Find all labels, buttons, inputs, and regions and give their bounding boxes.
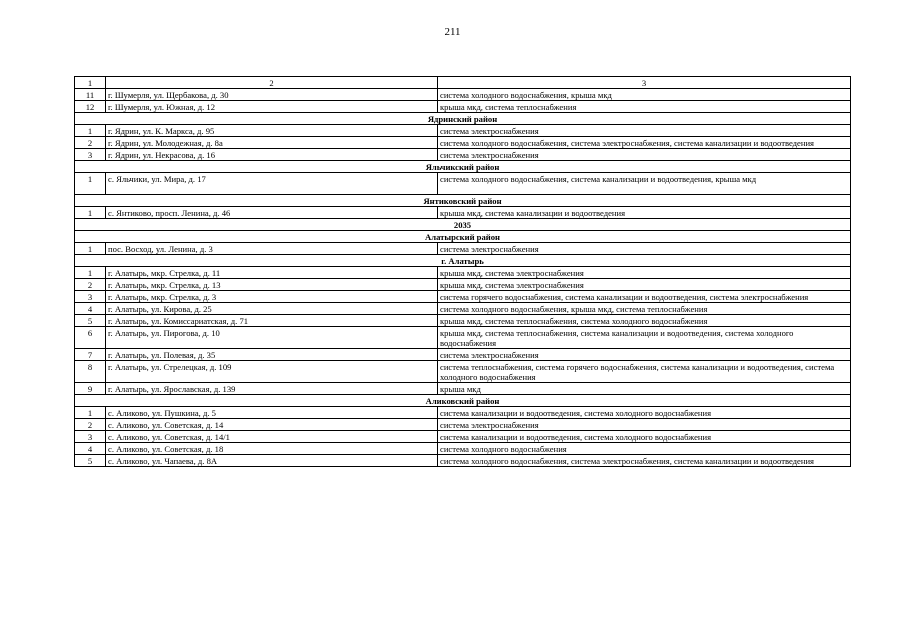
address-cell: с. Аликово, ул. Пушкина, д. 5: [106, 407, 438, 419]
row-number: 5: [75, 455, 106, 467]
address-cell: г. Ядрин, ул. Некрасова, д. 16: [106, 149, 438, 161]
address-cell: г. Алатырь, мкр. Стрелка, д. 11: [106, 267, 438, 279]
section-row: [75, 219, 851, 231]
section-row: [75, 195, 851, 207]
table-row: [75, 455, 851, 467]
works-cell: система канализации и водоотведения, система холодного водоснабжения: [438, 407, 851, 419]
row-number: 12: [75, 101, 106, 113]
address-cell: с. Аликово, ул. Советская, д. 14: [106, 419, 438, 431]
table-row: [75, 327, 851, 349]
section-title: Яльчикский район: [75, 161, 851, 173]
row-number: 1: [75, 407, 106, 419]
table-row: [75, 349, 851, 361]
row-number: 5: [75, 315, 106, 327]
section-title: Алатырский район: [75, 231, 851, 243]
works-cell: система электроснабжения: [438, 349, 851, 361]
table-body: [75, 77, 851, 467]
works-cell: система горячего водоснабжения, система канализации и водоотведения, система электроснабжения: [438, 291, 851, 303]
table-row: [75, 407, 851, 419]
column-number-row: [75, 77, 851, 89]
works-cell: крыша мкд, система электроснабжения: [438, 267, 851, 279]
address-cell: с. Аликово, ул. Чапаева, д. 8А: [106, 455, 438, 467]
table-row: [75, 291, 851, 303]
row-number: 8: [75, 361, 106, 383]
works-cell: система канализации и водоотведения, система холодного водоснабжения: [438, 431, 851, 443]
row-number: 3: [75, 431, 106, 443]
column-number-3: 3: [438, 77, 851, 89]
address-cell: г. Ядрин, ул. Молодежная, д. 8а: [106, 137, 438, 149]
address-cell: г. Алатырь, мкр. Стрелка, д. 13: [106, 279, 438, 291]
address-cell: г. Алатырь, мкр. Стрелка, д. 3: [106, 291, 438, 303]
table-row: [75, 361, 851, 383]
table-row: [75, 149, 851, 161]
address-cell: г. Алатырь, ул. Стрелецкая, д. 109: [106, 361, 438, 383]
works-cell: крыша мкд, система канализации и водоотведения: [438, 207, 851, 219]
table-row: [75, 431, 851, 443]
section-title: 2035: [75, 219, 851, 231]
table-row: [75, 279, 851, 291]
section-row: [75, 255, 851, 267]
address-cell: с. Яльчики, ул. Мира, д. 17: [106, 173, 438, 195]
address-cell: с. Янтиково, просп. Ленина, д. 46: [106, 207, 438, 219]
row-number: 1: [75, 267, 106, 279]
address-cell: г. Алатырь, ул. Ярославская, д. 139: [106, 383, 438, 395]
table-row: [75, 315, 851, 327]
table-row: [75, 125, 851, 137]
table-row: [75, 243, 851, 255]
row-number: 7: [75, 349, 106, 361]
address-cell: с. Аликово, ул. Советская, д. 14/1: [106, 431, 438, 443]
address-cell: г. Шумерля, ул. Щербакова, д. 30: [106, 89, 438, 101]
table-row: [75, 173, 851, 195]
works-cell: система холодного водоснабжения, крыша мкд: [438, 89, 851, 101]
row-number: 2: [75, 279, 106, 291]
works-cell: крыша мкд, система теплоснабжения: [438, 101, 851, 113]
table-row: [75, 137, 851, 149]
works-cell: система холодного водоснабжения, система электроснабжения, система канализации и водоотведения: [438, 455, 851, 467]
address-cell: г. Шумерля, ул. Южная, д. 12: [106, 101, 438, 113]
address-cell: г. Алатырь, ул. Комиссариатская, д. 71: [106, 315, 438, 327]
works-cell: крыша мкд: [438, 383, 851, 395]
repair-schedule-table: [74, 76, 851, 467]
section-row: [75, 395, 851, 407]
works-cell: система электроснабжения: [438, 149, 851, 161]
address-cell: г. Алатырь, ул. Кирова, д. 25: [106, 303, 438, 315]
column-number-2: 2: [106, 77, 438, 89]
row-number: 1: [75, 125, 106, 137]
works-cell: система теплоснабжения, система горячего водоснабжения, система канализации и водоотведения, система холодного водоснабжения: [438, 361, 851, 383]
row-number: 1: [75, 243, 106, 255]
table-row: [75, 207, 851, 219]
section-title: г. Алатырь: [75, 255, 851, 267]
section-title: Ядринский район: [75, 113, 851, 125]
table-row: [75, 383, 851, 395]
row-number: 11: [75, 89, 106, 101]
section-row: [75, 113, 851, 125]
table-row: [75, 303, 851, 315]
column-number-1: 1: [75, 77, 106, 89]
row-number: 1: [75, 207, 106, 219]
works-cell: система холодного водоснабжения, система электроснабжения, система канализации и водоотведения: [438, 137, 851, 149]
row-number: 3: [75, 291, 106, 303]
section-row: [75, 231, 851, 243]
works-cell: крыша мкд, система теплоснабжения, система канализации и водоотведения, система холодного водоснабжения: [438, 327, 851, 349]
works-cell: крыша мкд, система теплоснабжения, система холодного водоснабжения: [438, 315, 851, 327]
row-number: 4: [75, 303, 106, 315]
section-row: [75, 161, 851, 173]
section-title: Янтиковский район: [75, 195, 851, 207]
works-cell: система электроснабжения: [438, 125, 851, 137]
works-cell: система холодного водоснабжения, крыша мкд, система теплоснабжения: [438, 303, 851, 315]
row-number: 6: [75, 327, 106, 349]
row-number: 9: [75, 383, 106, 395]
table-row: [75, 419, 851, 431]
row-number: 1: [75, 173, 106, 195]
row-number: 2: [75, 419, 106, 431]
address-cell: г. Алатырь, ул. Пирогова, д. 10: [106, 327, 438, 349]
row-number: 3: [75, 149, 106, 161]
works-cell: система холодного водоснабжения: [438, 443, 851, 455]
address-cell: г. Алатырь, ул. Полевая, д. 35: [106, 349, 438, 361]
address-cell: с. Аликово, ул. Советская, д. 18: [106, 443, 438, 455]
section-title: Аликовский район: [75, 395, 851, 407]
address-cell: г. Ядрин, ул. К. Маркса, д. 95: [106, 125, 438, 137]
table-row: [75, 89, 851, 101]
page-number: 211: [444, 26, 461, 38]
works-cell: система холодного водоснабжения, система канализации и водоотведения, крыша мкд: [438, 173, 851, 195]
table-row: [75, 267, 851, 279]
address-cell: пос. Восход, ул. Ленина, д. 3: [106, 243, 438, 255]
works-cell: система электроснабжения: [438, 243, 851, 255]
row-number: 4: [75, 443, 106, 455]
works-cell: крыша мкд, система электроснабжения: [438, 279, 851, 291]
table-row: [75, 443, 851, 455]
table-row: [75, 101, 851, 113]
works-cell: система электроснабжения: [438, 419, 851, 431]
row-number: 2: [75, 137, 106, 149]
